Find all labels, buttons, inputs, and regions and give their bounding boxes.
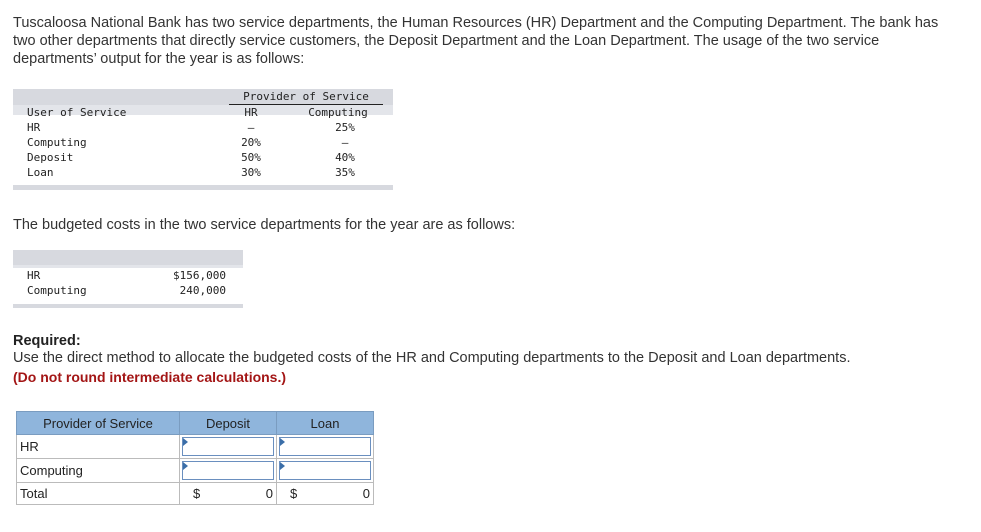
budget-row-label: Computing (27, 284, 87, 297)
usage-table (13, 89, 393, 192)
rounding-note: (Do not round intermediate calculations.) (13, 369, 287, 385)
answer-table (16, 411, 374, 505)
answer-row-hr (17, 435, 374, 459)
usage-row-label: Deposit (27, 151, 74, 164)
input-marker-icon (183, 438, 188, 446)
usage-table-footer-bar (13, 185, 393, 190)
answer-header-row (17, 412, 374, 435)
answer-header-provider: Provider of Service (17, 412, 180, 435)
usage-row-label: Loan (27, 166, 54, 179)
usage-cell-computing: 40% (335, 151, 355, 164)
user-of-service-header: User of Service (27, 106, 127, 119)
col-computing-header: Computing (308, 106, 368, 119)
total-loan-value: 0 (362, 486, 370, 501)
input-marker-icon (280, 462, 285, 470)
usage-row-label: HR (27, 121, 41, 134)
required-title: Required: (13, 333, 81, 349)
provider-of-service-header: Provider of Service (229, 90, 383, 105)
budget-table-footer-bar (13, 304, 243, 308)
col-hr-header: HR (244, 106, 258, 119)
computing-loan-cell (277, 459, 374, 483)
usage-cell-hr: 20% (241, 136, 261, 149)
answer-row-computing (17, 459, 374, 483)
answer-row-label: Total (17, 483, 180, 505)
budget-intro: The budgeted costs in the two service departments for the year are as follows: (13, 217, 516, 233)
usage-cell-computing: 35% (335, 166, 355, 179)
answer-row-label: Computing (17, 459, 180, 483)
computing-deposit-cell (180, 459, 277, 483)
usage-cell-computing: 25% (335, 121, 355, 134)
input-marker-icon (280, 438, 285, 446)
budget-row-amount: $156,000 (173, 269, 226, 282)
hr-loan-input[interactable] (279, 437, 371, 456)
computing-loan-input[interactable] (279, 461, 371, 480)
computing-deposit-input[interactable] (182, 461, 274, 480)
budget-table-header-bar (13, 250, 243, 265)
total-deposit-cell (180, 483, 277, 505)
total-deposit-value: 0 (265, 486, 273, 501)
usage-cell-hr: 30% (241, 166, 261, 179)
currency-symbol: $ (193, 486, 201, 501)
answer-header-loan: Loan (277, 412, 374, 435)
usage-cell-hr: 50% (241, 151, 261, 164)
usage-cell-hr: – (247, 121, 255, 134)
usage-row-label: Computing (27, 136, 87, 149)
answer-row-label: HR (17, 435, 180, 459)
input-marker-icon (183, 462, 188, 470)
hr-loan-cell (277, 435, 374, 459)
budget-row-amount: 240,000 (179, 284, 226, 297)
currency-symbol: $ (290, 486, 298, 501)
total-loan-cell (277, 483, 374, 505)
answer-row-total (17, 483, 374, 505)
budget-table (13, 250, 243, 310)
hr-deposit-input[interactable] (182, 437, 274, 456)
answer-header-deposit: Deposit (180, 412, 277, 435)
usage-cell-computing: – (341, 136, 349, 149)
hr-deposit-cell (180, 435, 277, 459)
required-instructions: Use the direct method to allocate the budgeted costs of the HR and Computing departments to the Deposit and Loan departments. (13, 350, 851, 366)
budget-row-label: HR (27, 269, 41, 282)
problem-intro: Tuscaloosa National Bank has two service departments, the Human Resources (HR) Department and the Computing Department. The bank has two other departments that directly service customers, the Deposit Department and the Loan Department. The usage of the two service departments’ output for the year is as follows: (13, 15, 939, 67)
